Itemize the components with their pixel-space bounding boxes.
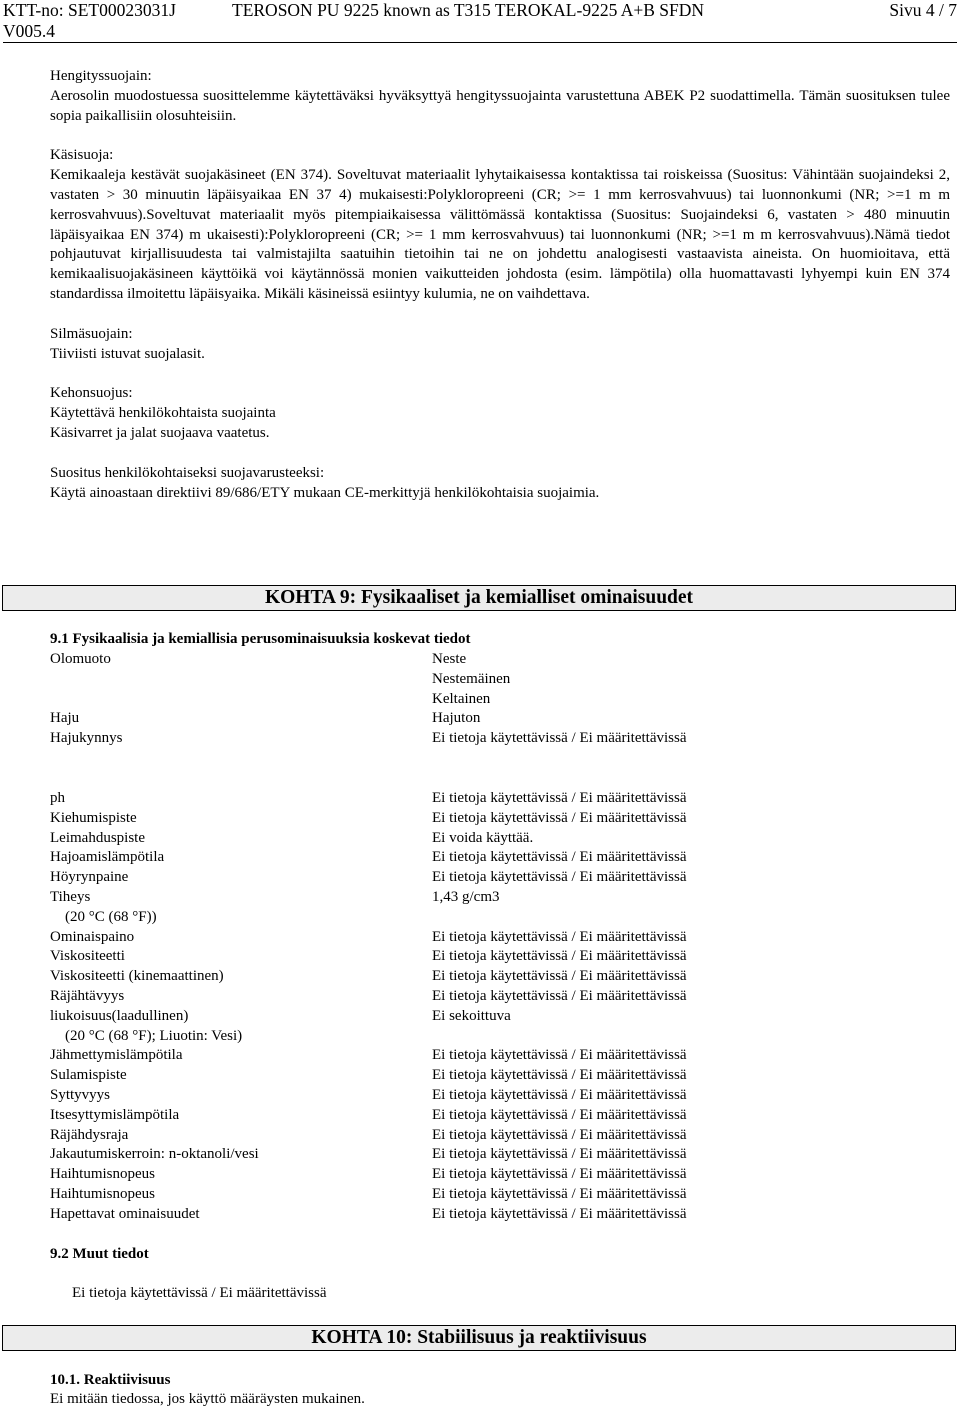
property-value: Ei voida käyttää. bbox=[432, 829, 534, 846]
property-value: Keltainen bbox=[432, 690, 491, 707]
table-row bbox=[50, 947, 930, 967]
property-label: Haihtumisnopeus bbox=[50, 1166, 155, 1183]
table-row bbox=[50, 1106, 930, 1126]
property-label: (20 °C (68 °F)) bbox=[50, 908, 157, 925]
property-value: 1,43 g/cm3 bbox=[432, 888, 500, 905]
property-value: Ei tietoja käytettävissä / Ei määritettävissä bbox=[432, 1185, 687, 1202]
page-number: Sivu 4 / 7 bbox=[889, 0, 957, 20]
ppe-heading: Suositus henkilökohtaiseksi suojavarusteeksi: bbox=[50, 464, 325, 481]
property-value: Ei tietoja käytettävissä / Ei määritettävissä bbox=[432, 1205, 687, 1222]
property-label: Syttyvyys bbox=[50, 1086, 111, 1103]
eye-text: Tiiviisti istuvat suojalasit. bbox=[50, 345, 205, 362]
document-id: KTT-no: SET00023031J bbox=[3, 0, 176, 20]
property-label: ph bbox=[50, 790, 65, 806]
document-version: V005.4 bbox=[3, 21, 56, 41]
ppe-text: Käytä ainoastaan direktiivi 89/686/ETY mukaan CE-merkittyjä henkilökohtaisia suojaimia. bbox=[50, 484, 600, 501]
property-label: liukoisuus(laadullinen) bbox=[50, 1007, 189, 1024]
table-row bbox=[50, 1046, 930, 1066]
property-value: Ei tietoja käytettävissä / Ei määritettävissä bbox=[432, 968, 687, 985]
property-value: Ei tietoja käytettävissä / Ei määritettävissä bbox=[432, 730, 687, 747]
body-protection bbox=[50, 384, 950, 443]
section-9-header: KOHTA 9: Fysikaaliset ja kemialliset ominaisuudet bbox=[2, 585, 956, 611]
property-label: Hajukynnys bbox=[50, 730, 123, 747]
property-value: Ei tietoja käytettävissä / Ei määritettävissä bbox=[432, 809, 687, 826]
respiratory-protection bbox=[50, 67, 950, 126]
property-value: Ei tietoja käytettävissä / Ei määritettävissä bbox=[432, 1067, 687, 1084]
table-row bbox=[50, 1126, 930, 1146]
body-text-1: Käytettävä henkilökohtaista suojainta bbox=[50, 405, 276, 422]
property-label: Höyrynpaine bbox=[50, 869, 129, 886]
table-row bbox=[50, 670, 930, 690]
section-9-2-heading: 9.2 Muut tiedot bbox=[50, 1246, 149, 1262]
body-heading: Kehonsuojus: bbox=[50, 385, 133, 402]
section-10-header: KOHTA 10: Stabiilisuus ja reaktiivisuus bbox=[2, 1325, 956, 1351]
property-value: Ei sekoittuva bbox=[432, 1007, 511, 1024]
table-row bbox=[50, 1066, 930, 1086]
body-text-2: Käsivarret ja jalat suojaava vaatetus. bbox=[50, 424, 270, 441]
table-row bbox=[50, 1205, 930, 1225]
property-value: Hajuton bbox=[432, 710, 481, 727]
table-row bbox=[50, 1145, 930, 1165]
respiratory-heading: Hengityssuojain: bbox=[50, 68, 152, 84]
property-label bbox=[50, 670, 432, 690]
table-row bbox=[50, 987, 930, 1007]
table-row bbox=[50, 888, 930, 908]
table-row bbox=[50, 729, 930, 749]
property-value: Ei tietoja käytettävissä / Ei määritettävissä bbox=[432, 948, 687, 965]
property-label: Itsesyttymislämpötila bbox=[50, 1106, 180, 1123]
properties-table-b bbox=[50, 789, 930, 1225]
eye-heading: Silmäsuojain: bbox=[50, 325, 133, 342]
eye-protection bbox=[50, 325, 950, 365]
property-value: Ei tietoja käytettävissä / Ei määritettävissä bbox=[432, 1146, 687, 1163]
property-label: Viskositeetti (kinemaattinen) bbox=[50, 968, 224, 985]
property-value: Ei tietoja käytettävissä / Ei määritettävissä bbox=[432, 987, 687, 1004]
property-label: Räjähtävyys bbox=[50, 987, 125, 1004]
property-value: Ei tietoja käytettävissä / Ei määritettävissä bbox=[432, 1126, 687, 1143]
property-label: Hapettavat ominaisuudet bbox=[50, 1205, 200, 1222]
reactivity-text: Ei mitään tiedossa, jos käyttö määräysten mukainen. bbox=[50, 1391, 365, 1407]
table-row bbox=[50, 967, 930, 987]
property-value: Ei tietoja käytettävissä / Ei määritettävissä bbox=[432, 869, 687, 886]
hand-heading: Käsisuoja: bbox=[50, 147, 114, 164]
table-row bbox=[50, 809, 930, 829]
property-label: Räjähdysraja bbox=[50, 1126, 129, 1143]
property-label: Jakautumiskerroin: n-oktanoli/vesi bbox=[50, 1146, 259, 1163]
other-info-text: Ei tietoja käytettävissä / Ei määritettävissä bbox=[72, 1285, 327, 1301]
respiratory-text: Aerosolin muodostuessa suosittelemme käytettäväksi hyväksyttyä hengityssuojainta varustettuna ABEK P2 suodattimella. Tämän suosituksen tulee sopia paikallisiin olosuhteisiin. bbox=[50, 87, 950, 124]
hand-text: Kemikaaleja kestävät suojakäsineet (EN 374). Soveltuvat materiaalit lyhytaikaisessa kontaktissa tai roiskeissa (Suositus: Vähintään suojaindeksi 2, vastaten > 30 minuutin läpäisyaikaa EN 37 4) mukaisesti:Polykloropreeni (CR; >= 1 mm kerrosvahvuus) tai luonnonkumi (NR; >=1 m m kerrosvahvuus).Soveltuvat materiaalit myös pitempiaikaisessa välittömässä kontaktissa (Suositus: Suojaindeksi 6, vastaten > 480 minuutin läpäisyaikaa EN 374) m ukaisesti):Polykloropreeni (CR; >= 1 mm kerrosvahvuus) tai luonnonkumi (NR; >=1 m m kerrosvahvuus).Nämä tiedot pohjautuvat kirjallisuudesta tai valmistajilta saatuihin tietoihin tai ne on johdettu analogisesti vastaavista aineista. On huomioitava, että kemikaalisuojakäsineen käyttöikä voi käytännössä monien vaikutteiden johdosta (esim. lämpötila) olla huomattavasti lyhyempi kuin EN 374 standardissa ilmoitettu läpäisyaika. Mikäli käsineissä esiintyy kulumia, ne on vaihdettava. bbox=[50, 167, 950, 302]
table-row bbox=[50, 829, 930, 849]
table-row bbox=[50, 1007, 930, 1027]
table-row bbox=[50, 928, 930, 948]
table-row bbox=[50, 1165, 930, 1185]
property-label: (20 °C (68 °F); Liuotin: Vesi) bbox=[50, 1027, 243, 1044]
table-row bbox=[50, 908, 930, 928]
property-value: Neste bbox=[432, 651, 467, 667]
property-label: Ominaispaino bbox=[50, 928, 135, 945]
property-label: Jähmettymislämpötila bbox=[50, 1047, 183, 1064]
property-label: Hajoamislämpötila bbox=[50, 849, 165, 866]
table-row bbox=[50, 709, 930, 729]
property-value: Ei tietoja käytettävissä / Ei määritettävissä bbox=[432, 1166, 687, 1183]
property-value: Ei tietoja käytettävissä / Ei määritettävissä bbox=[432, 1106, 687, 1123]
section-10-1-heading: 10.1. Reaktiivisuus bbox=[50, 1372, 171, 1388]
property-value: Nestemäinen bbox=[432, 670, 511, 687]
property-value: Ei tietoja käytettävissä / Ei määritettävissä bbox=[432, 1047, 687, 1064]
property-label: Leimahduspiste bbox=[50, 829, 145, 846]
table-row bbox=[50, 1086, 930, 1106]
property-label: Sulamispiste bbox=[50, 1067, 127, 1084]
hand-protection bbox=[50, 146, 950, 304]
property-label: Kiehumispiste bbox=[50, 809, 137, 826]
section-8-content bbox=[50, 67, 950, 523]
property-label: Olomuoto bbox=[50, 651, 111, 667]
table-row bbox=[50, 650, 930, 670]
product-name: TEROSON PU 9225 known as T315 TEROKAL-9225 A+B SFDN bbox=[232, 0, 705, 20]
section-9-1-heading: 9.1 Fysikaalisia ja kemiallisia perusominaisuuksia koskevat tiedot bbox=[50, 631, 471, 647]
property-value: Ei tietoja käytettävissä / Ei määritettävissä bbox=[432, 790, 687, 806]
property-value: Ei tietoja käytettävissä / Ei määritettävissä bbox=[432, 928, 687, 945]
property-value: Ei tietoja käytettävissä / Ei määritettävissä bbox=[432, 849, 687, 866]
table-row bbox=[50, 848, 930, 868]
property-value: Ei tietoja käytettävissä / Ei määritettävissä bbox=[432, 1086, 687, 1103]
property-label: Haju bbox=[50, 710, 80, 727]
table-row bbox=[50, 1185, 930, 1205]
property-label: Haihtumisnopeus bbox=[50, 1185, 155, 1202]
properties-table-a bbox=[50, 650, 930, 749]
property-label: Viskositeetti bbox=[50, 948, 125, 965]
ppe-recommendation bbox=[50, 464, 950, 504]
property-label bbox=[50, 690, 432, 710]
table-row bbox=[50, 789, 930, 809]
table-row bbox=[50, 1027, 930, 1047]
property-label: Tiheys bbox=[50, 888, 91, 905]
table-row bbox=[50, 868, 930, 888]
table-row bbox=[50, 690, 930, 710]
page-header bbox=[3, 0, 957, 43]
